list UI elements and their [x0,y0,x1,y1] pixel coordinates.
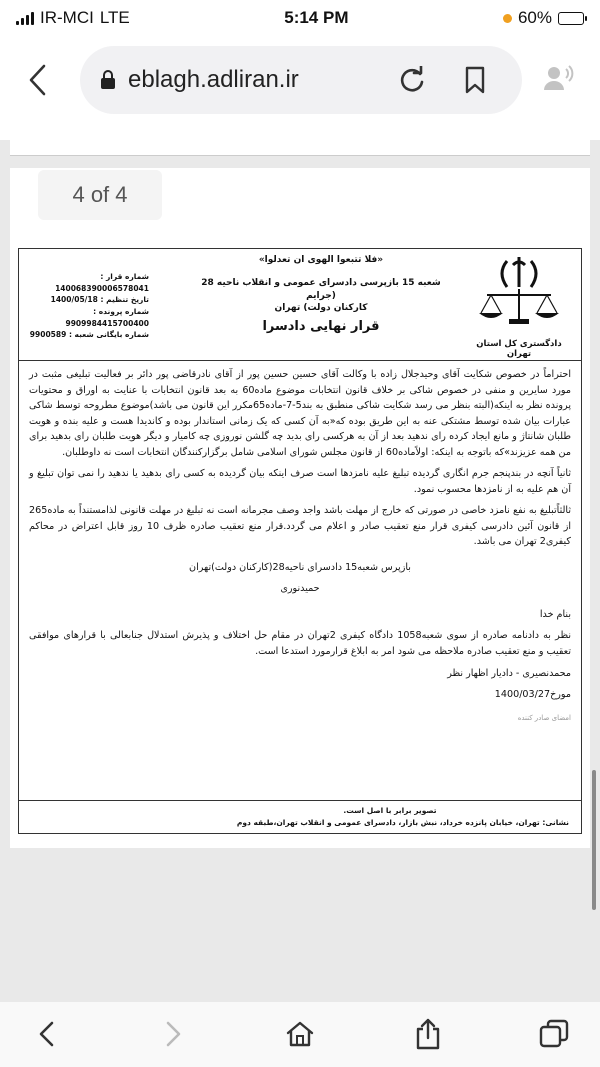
scrollbar[interactable] [592,770,596,910]
url-text: eblagh.adliran.ir [128,66,299,93]
motto: «فلا تتبعوا الهوی ان تعدلوا» [258,255,384,265]
address-bar[interactable] [80,46,522,114]
previous-page-edge [10,140,590,156]
back-nav-button[interactable] [28,1016,64,1052]
reload-button[interactable] [398,66,426,98]
issuer-signature-label: امضای صادر کننده [517,713,571,722]
archive-number: شماره بایگانی شعبه : 9900589 [29,330,149,340]
document-header [19,249,581,361]
voice-button[interactable] [544,64,574,96]
document-page [10,168,590,848]
chevron-left-icon [28,64,46,96]
network-type: LTE [99,8,130,27]
home-button[interactable] [282,1016,318,1052]
status-bar [0,0,600,36]
paragraph-2: ثانیاً آنچه در بندپنجم جرم انگاری گردیده تبلیغ علیه نامزدها است صرف اینکه بیان گردیده به کسی رای بدهید یا ندهید را نمی توان تبلیغ و آن هم علیه به از نامزدها محسوب نمود. [29,468,571,495]
court-decision [18,248,582,834]
chevron-left-icon [38,1021,54,1047]
document-title: قرار نهایی دادسرا [262,318,380,334]
signal-icon [16,11,34,25]
judiciary-emblem-icon [469,253,569,333]
clock: 5:14 PM [284,8,349,27]
share-button[interactable] [410,1016,446,1052]
address: نشانی: تهران، خیابان پانزده خرداد، نبش بازار، دادسرای عمومی و انقلاب تهران،طبقه دوم [236,818,569,827]
emblem-block [469,253,569,359]
bismillah: بنام خدا [539,608,571,620]
branch-line-1: شعبه 15 بازپرسی دادسرای عمومی و انقلاب ناحیه 28 (جرایم [201,278,441,301]
home-icon [285,1020,315,1048]
browser-toolbar [0,1002,600,1067]
review-date: مورخ1400/03/27 [494,689,571,701]
carrier-name: IR-MCI [40,8,94,27]
decision-number: شماره قرار : 140068390006578041 [55,272,149,293]
branch-line-2: کارکنان دولت) تهران [274,303,368,314]
case-meta [29,271,149,341]
review-paragraph: نظر به دادنامه صادره از سوی شعبه1058 دادگاه کیفری 2تهران در مقام حل اختلاف و پذیرش استدلال جنابعالی با قرارهای موافقی تعقیب و منع تعقیب صادره ملاحظه می شود امر به ابلاغ قرارمورد استدعا است. [29,630,571,657]
document-body [19,361,581,724]
court-name: دادگستری کل استان تهران [476,339,562,359]
battery-info [503,8,584,28]
tabs-icon [539,1019,569,1049]
person-voice-icon [544,64,574,92]
copy-note: تصویر برابر با اصل است. [343,806,437,815]
tabs-button[interactable] [536,1016,572,1052]
reviewer: محمدنصیری - دادیار اظهار نظر [447,667,571,679]
page-indicator: 4 of 4 [38,170,162,220]
lock-icon [100,70,116,90]
paragraph-3: ثالثاًتبلیغ به نفع نامزد خاصی در صورتی که خارج از مهلت باشد واجد وصف مجرمانه است نه تبلیغ در مهلت قانونی لذامستنداً به ماده265 از قانون آئین دادرسی کیفری قرار منع تعقیب صادر و اعلام می گردد.قرار منع تعقیب صادره ظرف 10 روز قابل اعتراض در محاکم کیفری2 تهران می باشد. [29,505,571,548]
chevron-right-icon [166,1021,182,1047]
bookmark-button[interactable] [464,66,486,98]
document-footer [19,800,581,833]
battery-percent: 60% [517,8,552,27]
paragraph-1: احتراماً در خصوص شکایت آقای وحیدجلال زاده با وکالت آقای حسین حسین پور از آقای نادرقاضی پور دائر بر فعالیت تبلیغی مثبت در مورد سایرین و منفی در خصوص شاکی بر خلاف قانون انتخابات موضوع ماده60 به بعد قانون انتخابات با عنایت به اوراق و محتویات پرونده نظر به اینکه(البته بنظر می رسد شکایت شاکی منطبق به بند5-7-ماده65مکرر این قانون می باشد)موضوع مطروحه توسط شاکی عبارات بیان شده توسط مشتکی عنه به این طریق بوده که«به آن کسی که یک زمانی استاندار بوده و کاندیدا هست و علیه بنده و هویت طلبان شانتاژ و مانع ایجاد کرده رای ندهید بعد از آن به هرکسی رای بدید چه گلشن نوروزی چه کامیار و دیگر هویت طلبان رای بدهید برای من همه عزیزند»که باتوجه به اینکه: اولاًماده60 از قانون مجلس شورای اسلامی شامل برگزارکنندگان انتخابات است نه داوطلبان. [29,369,571,458]
orange-dot-icon [503,14,512,23]
header-center [191,255,451,334]
case-number: شماره پرونده : 9909984415700400 [65,306,149,328]
carrier-info [16,8,130,28]
bookmark-icon [464,66,486,94]
document-viewer[interactable] [0,140,600,1002]
signature-branch: بازپرس شعبه15 دادسرای ناحیه28(کارکنان دولت)تهران [189,561,411,573]
back-button[interactable] [22,62,52,98]
browser-nav [0,40,600,120]
battery-icon [558,12,584,25]
reload-icon [398,66,426,94]
issue-date: تاریخ تنظیم : 1400/05/18 [50,295,149,305]
forward-nav-button[interactable] [156,1016,192,1052]
signature-name: حمیدنوری [280,583,320,595]
share-icon [415,1018,441,1050]
